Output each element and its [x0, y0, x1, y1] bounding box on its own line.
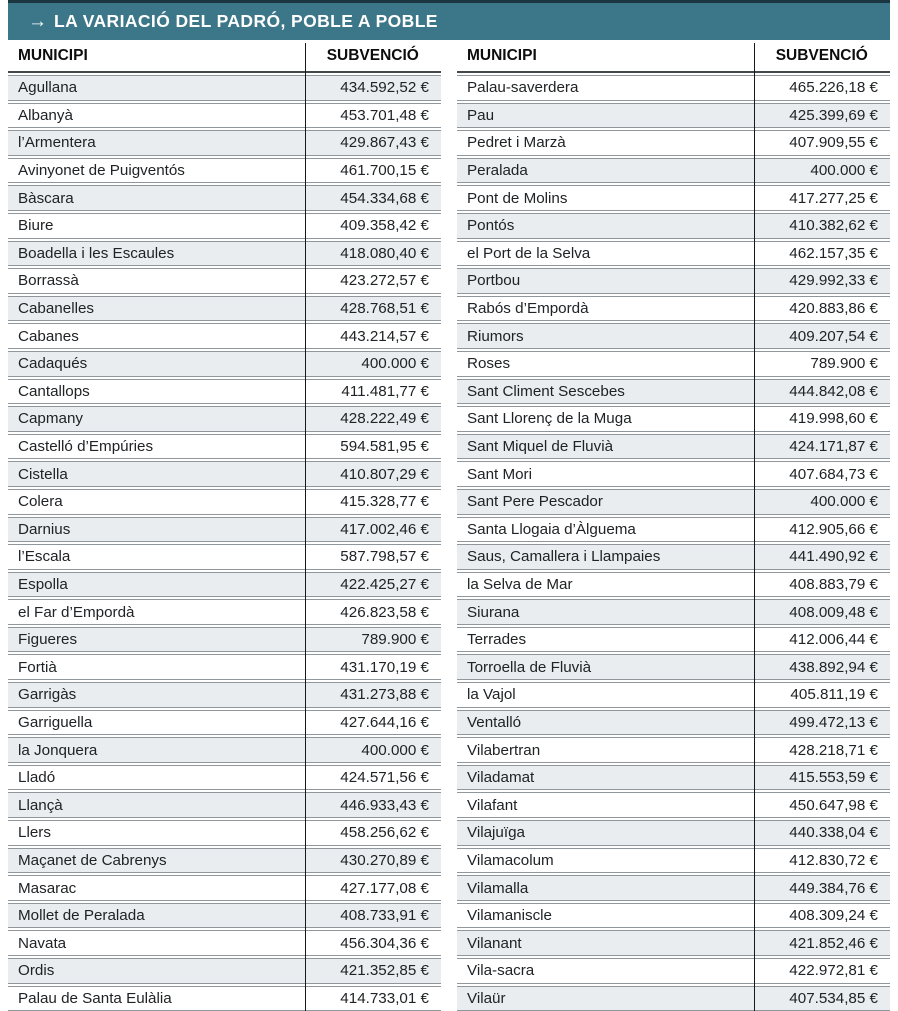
subvencio-cell: 424.171,87 € — [789, 438, 878, 456]
subvencio-cell: 428.218,71 € — [789, 741, 878, 759]
table-row — [457, 986, 890, 1011]
subvencio-cell: 407.534,85 € — [789, 989, 878, 1007]
table-row — [457, 875, 890, 901]
subvencio-cell: 408.309,24 € — [789, 907, 878, 925]
municipi-cell: Fortià — [18, 658, 57, 676]
table-row — [457, 820, 890, 846]
arrow-icon: → — [28, 10, 47, 32]
subvencio-cell: 465.226,18 € — [789, 79, 878, 97]
table-row — [457, 682, 890, 708]
municipi-cell: Albanyà — [18, 106, 73, 124]
table-row — [8, 930, 441, 956]
municipi-cell: Rabós d’Empordà — [467, 300, 589, 318]
subvencio-cell: 423.272,57 € — [340, 272, 429, 290]
table-row — [457, 903, 890, 929]
subvencio-cell: 417.002,46 € — [340, 520, 429, 538]
column-divider-line — [754, 43, 756, 1011]
table-row — [8, 737, 441, 763]
municipi-cell: Cantallops — [18, 382, 90, 400]
subvencio-cell: 427.644,16 € — [340, 713, 429, 731]
page-title: LA VARIACIÓ DEL PADRÓ, POBLE A POBLE — [54, 11, 438, 31]
subvencio-cell: 414.733,01 € — [340, 989, 429, 1007]
table-row — [8, 323, 441, 349]
municipi-cell: Terrades — [467, 631, 527, 649]
table-header — [8, 41, 441, 73]
subvencio-cell: 461.700,15 € — [340, 162, 429, 180]
subvencio-cell: 400.000 € — [361, 741, 429, 759]
municipi-cell: Espolla — [18, 575, 68, 593]
table-row — [8, 434, 441, 460]
municipi-cell: Sant Llorenç de la Muga — [467, 410, 632, 428]
table-row — [8, 599, 441, 625]
subvencio-cell: 412.830,72 € — [789, 851, 878, 869]
column-divider-line — [305, 43, 307, 1011]
municipalities-table-left — [8, 41, 441, 1011]
table-row — [8, 875, 441, 901]
title-bar — [8, 0, 890, 40]
municipi-cell: Sant Miquel de Fluvià — [467, 438, 614, 456]
municipi-cell: la Jonquera — [18, 741, 98, 759]
subvencio-cell: 430.270,89 € — [340, 851, 429, 869]
table-row — [457, 185, 890, 211]
subvencio-cell: 421.352,85 € — [340, 962, 429, 980]
table-row — [8, 958, 441, 984]
table-row — [8, 489, 441, 515]
subvencio-cell: 422.425,27 € — [340, 575, 429, 593]
table-row — [8, 572, 441, 598]
table-row — [457, 765, 890, 791]
municipi-cell: Santa Llogaia d’Àlguema — [467, 520, 636, 538]
table-row — [8, 103, 441, 129]
municipi-cell: Roses — [467, 355, 511, 373]
subvencio-cell: 421.852,46 € — [789, 934, 878, 952]
municipi-cell: l’Armentera — [18, 134, 96, 152]
subvencio-cell: 417.277,25 € — [789, 189, 878, 207]
subvencio-cell: 400.000 € — [361, 355, 429, 373]
municipalities-table-right — [457, 41, 890, 1011]
municipi-cell: Figueres — [18, 631, 78, 649]
municipi-cell: Palau-saverdera — [467, 79, 579, 97]
table-row — [8, 544, 441, 570]
municipi-cell: Maçanet de Cabrenys — [18, 851, 167, 869]
table-row — [8, 765, 441, 791]
subvencio-cell: 429.992,33 € — [789, 272, 878, 290]
municipi-cell: Vilabertran — [467, 741, 541, 759]
subvencio-cell: 429.867,43 € — [340, 134, 429, 152]
municipi-cell: Vilaür — [467, 989, 506, 1007]
subvencio-cell: 440.338,04 € — [789, 824, 878, 842]
municipi-cell: Ordis — [18, 962, 55, 980]
table-row — [457, 268, 890, 294]
municipi-cell: Borrassà — [18, 272, 79, 290]
municipi-cell: Vilanant — [467, 934, 522, 952]
subvencio-cell: 407.909,55 € — [789, 134, 878, 152]
table-row — [8, 654, 441, 680]
subvencio-cell: 415.328,77 € — [340, 493, 429, 511]
subvencio-cell: 407.684,73 € — [789, 465, 878, 483]
table-row — [8, 268, 441, 294]
subvencio-cell: 443.214,57 € — [340, 327, 429, 345]
subvencio-cell: 499.472,13 € — [789, 713, 878, 731]
subvencio-cell: 453.701,48 € — [340, 106, 429, 124]
subvencio-cell: 426.823,58 € — [340, 603, 429, 621]
municipi-cell: Avinyonet de Puigventós — [18, 162, 185, 180]
municipi-cell: Boadella i les Escaules — [18, 244, 175, 262]
municipi-cell: Mollet de Peralada — [18, 907, 145, 925]
table-row — [8, 406, 441, 432]
table-row — [457, 737, 890, 763]
subvencio-cell: 456.304,36 € — [340, 934, 429, 952]
table-row — [457, 958, 890, 984]
table-row — [457, 379, 890, 405]
subvencio-cell: 410.807,29 € — [340, 465, 429, 483]
table-row — [457, 489, 890, 515]
subvencio-cell: 438.892,94 € — [789, 658, 878, 676]
municipi-cell: Pau — [467, 106, 495, 124]
subvencio-cell: 411.481,77 € — [341, 382, 429, 400]
table-row — [457, 517, 890, 543]
table-row — [8, 461, 441, 487]
subvencio-cell: 405.811,19 € — [790, 686, 878, 704]
table-header — [457, 41, 890, 73]
subvencio-cell: 587.798,57 € — [340, 548, 429, 566]
table-row — [8, 158, 441, 184]
municipi-cell: Castelló d’Empúries — [18, 438, 154, 456]
subvencio-cell: 450.647,98 € — [789, 796, 878, 814]
municipi-cell: Navata — [18, 934, 67, 952]
municipi-cell: Capmany — [18, 410, 83, 428]
table-row — [8, 241, 441, 267]
municipi-cell: Cistella — [18, 465, 68, 483]
table-row — [8, 213, 441, 239]
municipi-cell: Lladó — [18, 769, 56, 787]
table-row — [457, 213, 890, 239]
table-rows — [457, 75, 890, 1011]
municipi-cell: Masarac — [18, 879, 77, 897]
subvencio-cell: 458.256,62 € — [340, 824, 429, 842]
table-row — [8, 848, 441, 874]
subvencio-cell: 462.157,35 € — [789, 244, 878, 262]
table-row — [8, 517, 441, 543]
municipi-cell: Palau de Santa Eulàlia — [18, 989, 172, 1007]
table-row — [8, 351, 441, 377]
municipi-cell: Llançà — [18, 796, 63, 814]
column-header-municipi: MUNICIPI — [467, 47, 537, 64]
subvencio-cell: 408.733,91 € — [340, 907, 429, 925]
municipi-cell: Pont de Molins — [467, 189, 568, 207]
municipi-cell: Agullana — [18, 79, 78, 97]
column-header-municipi: MUNICIPI — [18, 47, 88, 64]
column-header-subvencio: SUBVENCIÓ — [326, 47, 419, 64]
municipi-cell: Saus, Camallera i Llampaies — [467, 548, 661, 566]
municipi-cell: Viladamat — [467, 769, 535, 787]
municipi-cell: Vilamalla — [467, 879, 529, 897]
municipi-cell: Darnius — [18, 520, 71, 538]
table-row — [8, 627, 441, 653]
municipi-cell: Garriguella — [18, 713, 93, 731]
municipi-cell: Siurana — [467, 603, 520, 621]
table-row — [8, 710, 441, 736]
subvencio-cell: 454.334,68 € — [340, 189, 429, 207]
municipi-cell: Vila-sacra — [467, 962, 535, 980]
municipi-cell: Riumors — [467, 327, 524, 345]
municipi-cell: Vilajuïga — [467, 824, 525, 842]
table-row — [8, 792, 441, 818]
municipi-cell: Torroella de Fluvià — [467, 658, 592, 676]
table-row — [457, 848, 890, 874]
municipi-cell: Peralada — [467, 162, 528, 180]
table-row — [457, 406, 890, 432]
table-rows — [8, 75, 441, 1011]
table-row — [8, 75, 441, 101]
table-row — [457, 710, 890, 736]
municipi-cell: Sant Pere Pescador — [467, 493, 603, 511]
subvencio-cell: 410.382,62 € — [789, 217, 878, 235]
table-row — [457, 323, 890, 349]
table-row — [8, 130, 441, 156]
municipi-cell: Vilamacolum — [467, 851, 554, 869]
table-row — [457, 572, 890, 598]
table-row — [457, 241, 890, 267]
subvencio-cell: 408.883,79 € — [789, 575, 878, 593]
table-row — [8, 185, 441, 211]
subvencio-cell: 400.000 € — [810, 162, 878, 180]
subvencio-cell: 789.900 € — [810, 355, 878, 373]
table-row — [457, 930, 890, 956]
municipi-cell: l’Escala — [18, 548, 71, 566]
municipi-cell: el Port de la Selva — [467, 244, 591, 262]
municipi-cell: la Selva de Mar — [467, 575, 573, 593]
subvencio-cell: 408.009,48 € — [789, 603, 878, 621]
municipi-cell: Llers — [18, 824, 51, 842]
subvencio-cell: 431.170,19 € — [340, 658, 429, 676]
municipi-cell: el Far d’Empordà — [18, 603, 135, 621]
table-row — [457, 103, 890, 129]
subvencio-cell: 400.000 € — [810, 493, 878, 511]
table-row — [457, 599, 890, 625]
municipi-cell: Garrigàs — [18, 686, 77, 704]
subvencio-cell: 412.006,44 € — [789, 631, 878, 649]
subvencio-cell: 449.384,76 € — [789, 879, 878, 897]
table-row — [457, 130, 890, 156]
table-row — [8, 379, 441, 405]
column-header-subvencio: SUBVENCIÓ — [775, 47, 868, 64]
subvencio-cell: 418.080,40 € — [340, 244, 429, 262]
table-row — [457, 296, 890, 322]
table-row — [8, 820, 441, 846]
subvencio-cell: 446.933,43 € — [340, 796, 429, 814]
municipi-cell: la Vajol — [467, 686, 516, 704]
table-row — [457, 351, 890, 377]
subvencio-cell: 425.399,69 € — [789, 106, 878, 124]
municipi-cell: Pontós — [467, 217, 515, 235]
municipi-cell: Pedret i Marzà — [467, 134, 566, 152]
subvencio-cell: 419.998,60 € — [789, 410, 878, 428]
tables-container — [8, 41, 890, 1011]
subvencio-cell: 422.972,81 € — [789, 962, 878, 980]
subvencio-cell: 424.571,56 € — [340, 769, 429, 787]
municipi-cell: Sant Mori — [467, 465, 532, 483]
municipi-cell: Vilafant — [467, 796, 518, 814]
municipi-cell: Cadaqués — [18, 355, 88, 373]
subvencio-cell: 434.592,52 € — [340, 79, 429, 97]
subvencio-cell: 428.768,51 € — [340, 300, 429, 318]
municipi-cell: Portbou — [467, 272, 521, 290]
table-row — [457, 75, 890, 101]
municipi-cell: Vilamaniscle — [467, 907, 552, 925]
table-row — [457, 434, 890, 460]
subvencio-cell: 789.900 € — [361, 631, 429, 649]
table-row — [8, 682, 441, 708]
table-row — [457, 461, 890, 487]
subvencio-cell: 415.553,59 € — [789, 769, 878, 787]
table-row — [457, 544, 890, 570]
subvencio-cell: 594.581,95 € — [340, 438, 429, 456]
table-row — [457, 627, 890, 653]
table-row — [457, 158, 890, 184]
municipi-cell: Bàscara — [18, 189, 74, 207]
subvencio-cell: 444.842,08 € — [789, 382, 878, 400]
subvencio-cell: 409.207,54 € — [789, 327, 878, 345]
subvencio-cell: 409.358,42 € — [340, 217, 429, 235]
table-row — [8, 296, 441, 322]
subvencio-cell: 428.222,49 € — [340, 410, 429, 428]
municipi-cell: Colera — [18, 493, 63, 511]
subvencio-cell: 431.273,88 € — [340, 686, 429, 704]
table-row — [457, 654, 890, 680]
subvencio-cell: 427.177,08 € — [340, 879, 429, 897]
table-row — [8, 903, 441, 929]
table-row — [457, 792, 890, 818]
subvencio-cell: 441.490,92 € — [789, 548, 878, 566]
municipi-cell: Cabanes — [18, 327, 79, 345]
municipi-cell: Sant Climent Sescebes — [467, 382, 625, 400]
municipi-cell: Biure — [18, 217, 54, 235]
municipi-cell: Cabanelles — [18, 300, 94, 318]
subvencio-cell: 420.883,86 € — [789, 300, 878, 318]
municipi-cell: Ventalló — [467, 713, 522, 731]
table-row — [8, 986, 441, 1011]
subvencio-cell: 412.905,66 € — [789, 520, 878, 538]
